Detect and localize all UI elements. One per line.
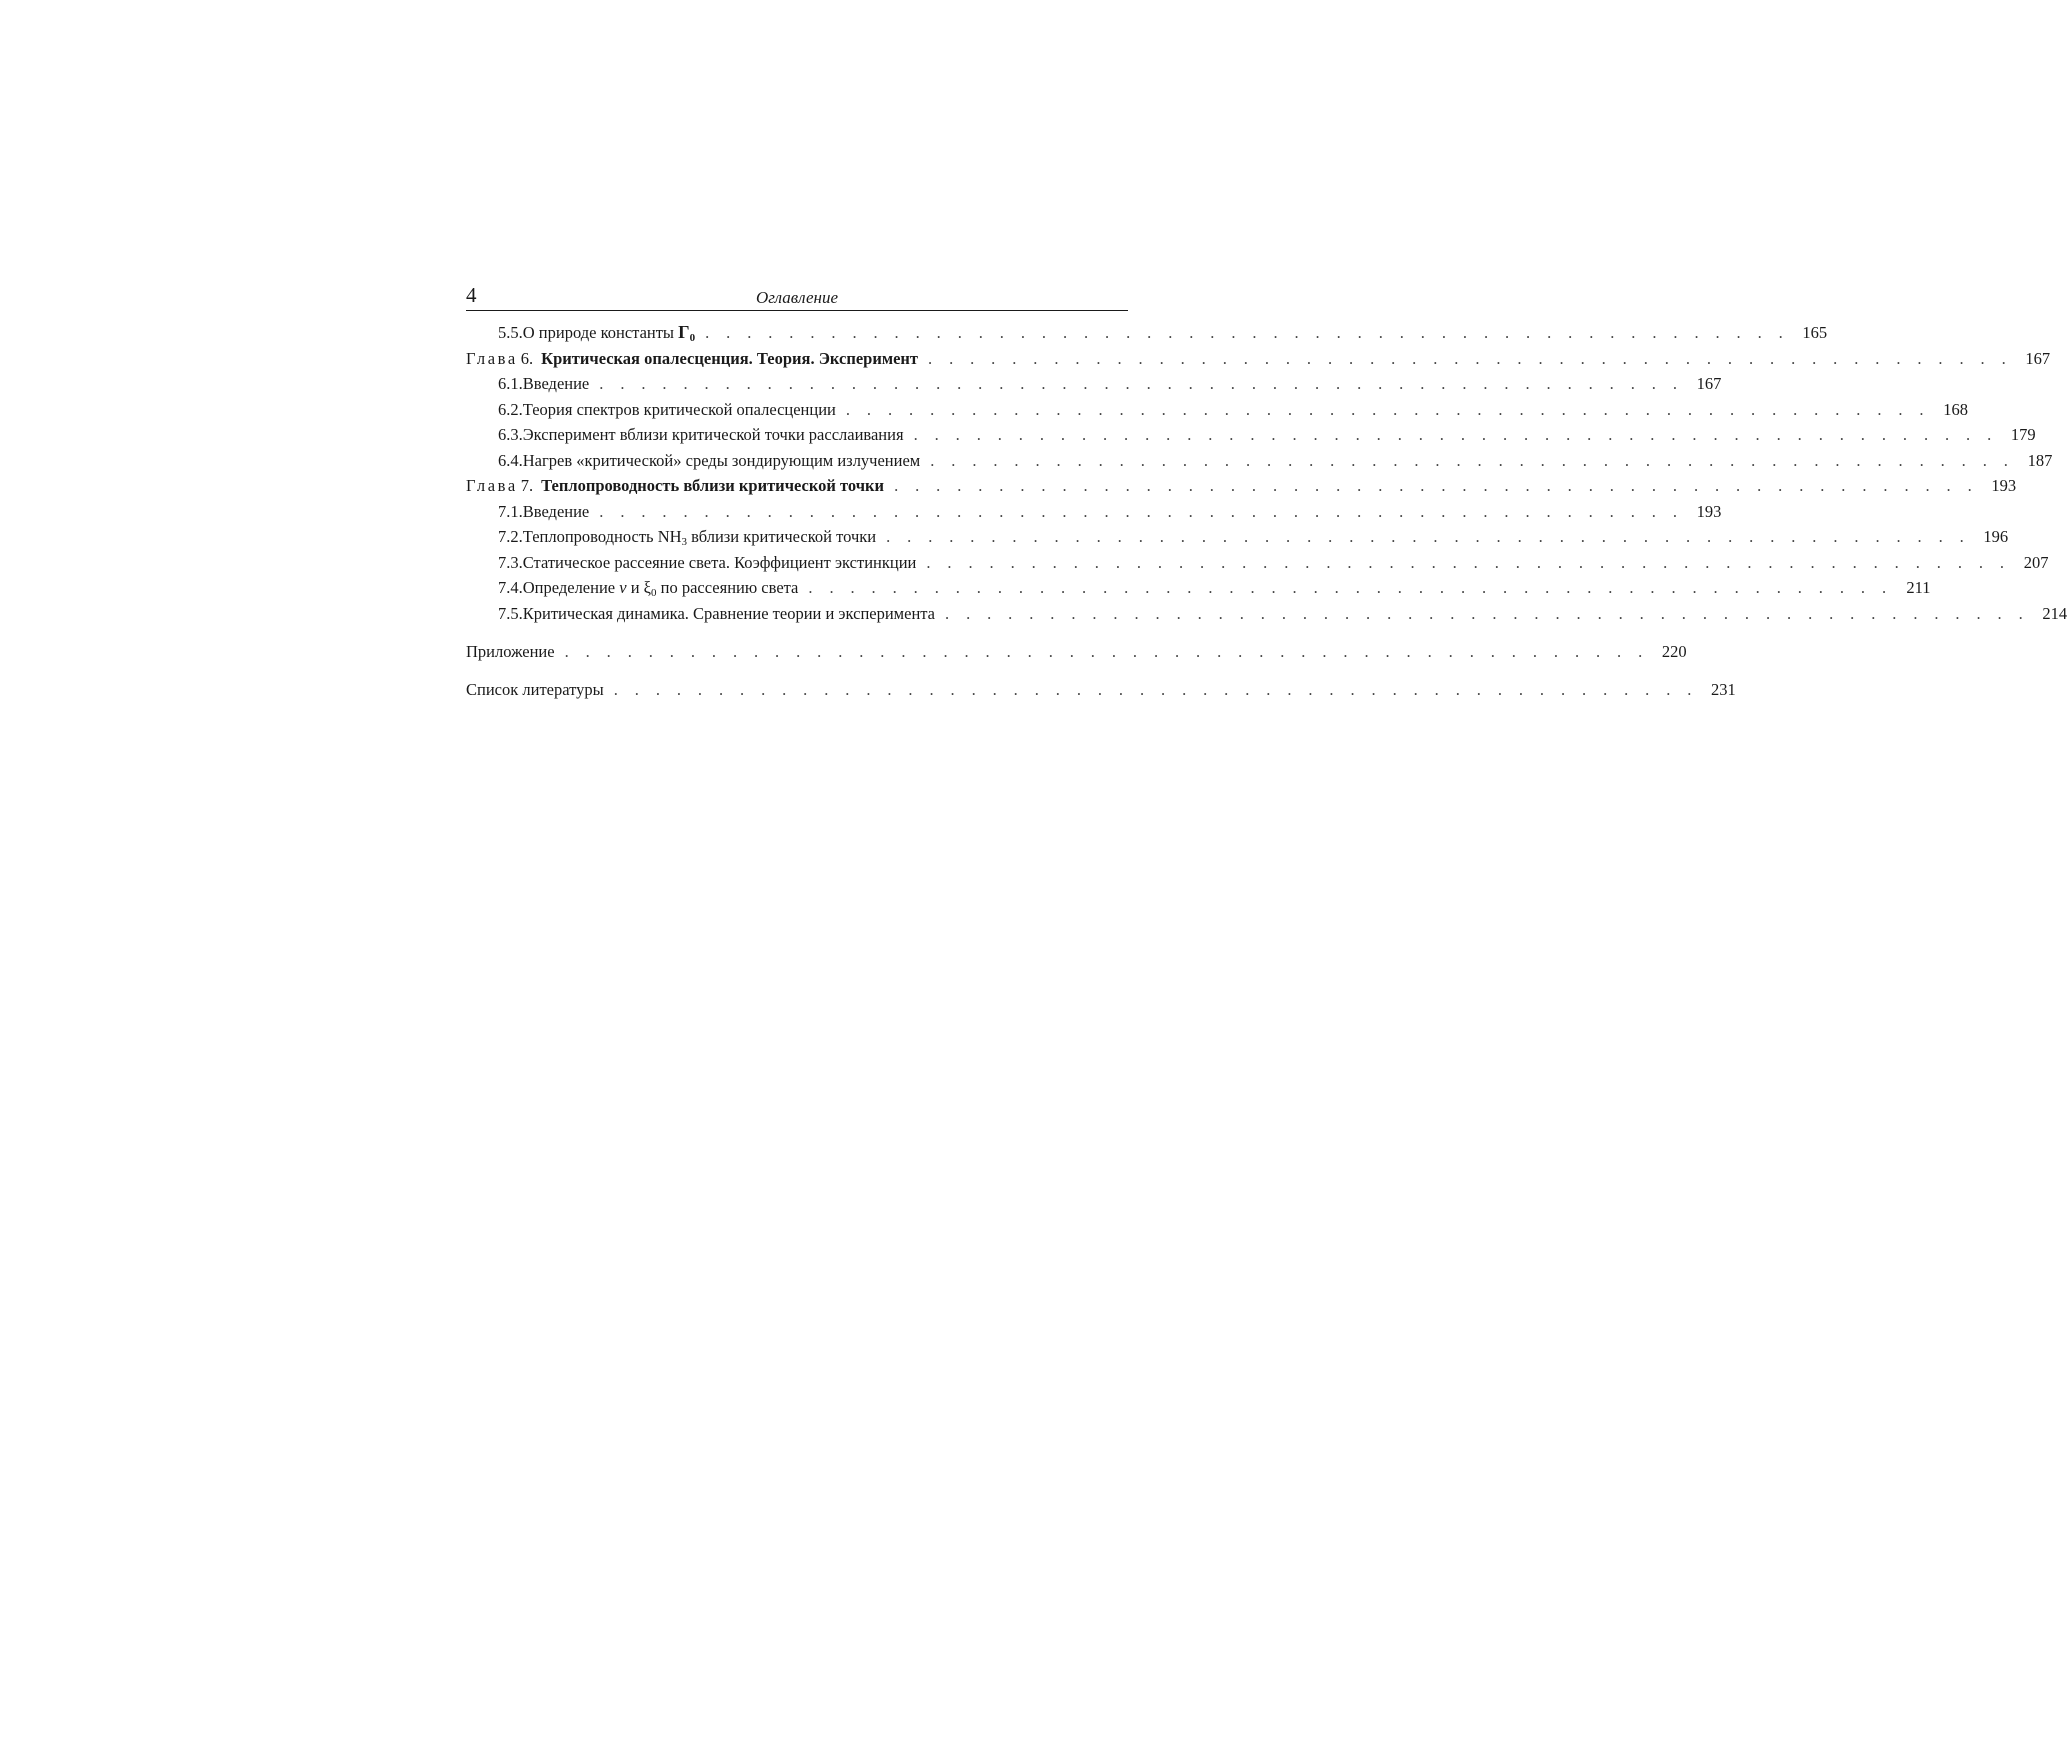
toc-entry-7-1[interactable]: [466, 499, 1722, 525]
chapter-lead: Глава: [466, 476, 518, 495]
dot-leader: . . . . . . . . . . . . . . . . . . . . . . . . . . . . . . . . . . . . . . . . . . . . . . . . . . . .: [613, 679, 1698, 699]
title-text: по рассеянию света: [656, 578, 799, 597]
page-ref: 167: [1696, 374, 1722, 393]
section-title: Критическая динамика. Сравнение теории и эксперимента: [522, 603, 936, 623]
title-text: вблизи критической точки: [687, 527, 877, 546]
dot-leader: . . . . . . . . . . . . . . . . . . . . . . . . . . . . . . . . . . . . . . . . . . . . . . . . . . . .: [845, 399, 1930, 419]
gamma-subscript: 0: [689, 332, 696, 344]
page-ref: 167: [2025, 348, 2051, 368]
page-ref: 220: [1661, 642, 1687, 661]
dot-leader: . . . . . . . . . . . . . . . . . . . . . . . . . . . . . . . . . . . . . . . . . . . . . . . . . . . .: [886, 527, 1971, 546]
dot-leader: . . . . . . . . . . . . . . . . . . . . . . . . . . . . . . . . . . . . . . . . . . . . . . . . . . . .: [930, 450, 2015, 470]
title-text: Теплопроводность NH: [522, 527, 682, 546]
section-number: 6.3.: [498, 425, 523, 444]
section-title: Введение: [522, 501, 590, 521]
section-number: 6.2.: [498, 399, 523, 419]
section-number: 7.2.: [498, 527, 523, 546]
running-head: [466, 280, 1128, 311]
chapter-number: 6.: [520, 348, 534, 368]
table-of-contents: [466, 320, 2067, 702]
toc-entry-7-4[interactable]: [466, 575, 1931, 601]
page-ref: 179: [2010, 425, 2036, 444]
section-title: Эксперимент вблизи критической точки расслаивания: [522, 425, 904, 444]
toc-chapter-6[interactable]: [466, 346, 2051, 372]
dot-leader: . . . . . . . . . . . . . . . . . . . . . . . . . . . . . . . . . . . . . . . . . . . . . . . . . . . .: [945, 603, 2030, 623]
subscript: 3: [681, 536, 688, 548]
section-number: 5.5.: [498, 323, 523, 342]
page-ref: 214: [2042, 603, 2067, 623]
title-text: Определение: [522, 578, 620, 597]
section-number: 7.3.: [498, 552, 523, 572]
dot-leader: . . . . . . . . . . . . . . . . . . . . . . . . . . . . . . . . . . . . . . . . . . . . . . . . . . . .: [599, 374, 1684, 393]
toc-entry-6-2[interactable]: [466, 397, 1968, 423]
page-ref: 165: [1802, 323, 1828, 342]
references-title: Список литературы: [466, 679, 604, 699]
page-ref: 193: [1991, 476, 2017, 495]
toc-entry-6-3[interactable]: [466, 422, 2036, 448]
dot-leader: . . . . . . . . . . . . . . . . . . . . . . . . . . . . . . . . . . . . . . . . . . . . . . . . . . . .: [926, 552, 2011, 572]
toc-entry-references[interactable]: [466, 677, 1736, 703]
toc-entry-6-1[interactable]: [466, 371, 1722, 397]
toc-entry-7-2[interactable]: [466, 524, 2009, 550]
toc-page: [466, 280, 2067, 702]
page-number: 4: [466, 283, 477, 307]
appendix-title: Приложение: [466, 642, 555, 661]
section-number: 6.1.: [498, 374, 523, 393]
chapter-title: Теплопроводность вблизи критической точки: [541, 476, 885, 495]
toc-entry-appendix[interactable]: [466, 639, 1687, 665]
section-number: 6.4.: [498, 450, 523, 470]
toc-entry-7-3[interactable]: [466, 550, 2049, 576]
page-ref: 207: [2023, 552, 2049, 572]
title-text: и: [626, 578, 644, 597]
toc-entry-5-5[interactable]: [466, 320, 1828, 346]
section-title: Теория спектров критической опалесценции: [522, 399, 836, 419]
dot-leader: . . . . . . . . . . . . . . . . . . . . . . . . . . . . . . . . . . . . . . . . . . . . . . . . . . . .: [894, 476, 1979, 495]
dot-leader: . . . . . . . . . . . . . . . . . . . . . . . . . . . . . . . . . . . . . . . . . . . . . . . . . . . .: [564, 642, 1649, 661]
chapter-title: Критическая опалесценция. Теория. Эксперимент: [541, 348, 919, 368]
dot-leader: . . . . . . . . . . . . . . . . . . . . . . . . . . . . . . . . . . . . . . . . . . . . . . . . . . . .: [705, 323, 1790, 342]
dot-leader: . . . . . . . . . . . . . . . . . . . . . . . . . . . . . . . . . . . . . . . . . . . . . . . . . . . .: [913, 425, 1998, 444]
chapter-number: 7.: [520, 476, 534, 495]
section-title: Статическое рассеяние света. Коэффициент экстинкции: [522, 552, 917, 572]
section-title: Введение: [522, 374, 590, 393]
toc-chapter-7[interactable]: [466, 473, 2017, 499]
xi-symbol: ξ: [643, 578, 652, 597]
gamma-symbol: Γ: [678, 322, 690, 342]
chapter-lead: Глава: [466, 348, 518, 368]
section-title: Нагрев «критической» среды зондирующим излучением: [522, 450, 921, 470]
toc-entry-7-5[interactable]: [466, 601, 2067, 627]
section-number: 7.5.: [498, 603, 523, 623]
dot-leader: . . . . . . . . . . . . . . . . . . . . . . . . . . . . . . . . . . . . . . . . . . . . . . . . . . . .: [808, 578, 1893, 597]
nu-symbol: ν: [619, 578, 627, 597]
page-ref: 187: [2027, 450, 2053, 470]
dot-leader: . . . . . . . . . . . . . . . . . . . . . . . . . . . . . . . . . . . . . . . . . . . . . . . . . . . .: [599, 501, 1684, 521]
section-number: 7.4.: [498, 578, 523, 597]
section-number: 7.1.: [498, 501, 523, 521]
title-text: О природе константы: [522, 323, 679, 342]
xi-subscript: 0: [651, 587, 657, 599]
page-ref: 231: [1711, 679, 1736, 699]
page-ref: 193: [1696, 501, 1722, 521]
page-ref: 196: [1983, 527, 2009, 546]
dot-leader: . . . . . . . . . . . . . . . . . . . . . . . . . . . . . . . . . . . . . . . . . . . . . . . . . . . .: [928, 348, 2013, 368]
page-ref: 211: [1906, 578, 1931, 597]
running-head-title: Оглавление: [755, 288, 839, 307]
toc-entry-6-4[interactable]: [466, 448, 2053, 474]
page-ref: 168: [1943, 399, 1968, 419]
